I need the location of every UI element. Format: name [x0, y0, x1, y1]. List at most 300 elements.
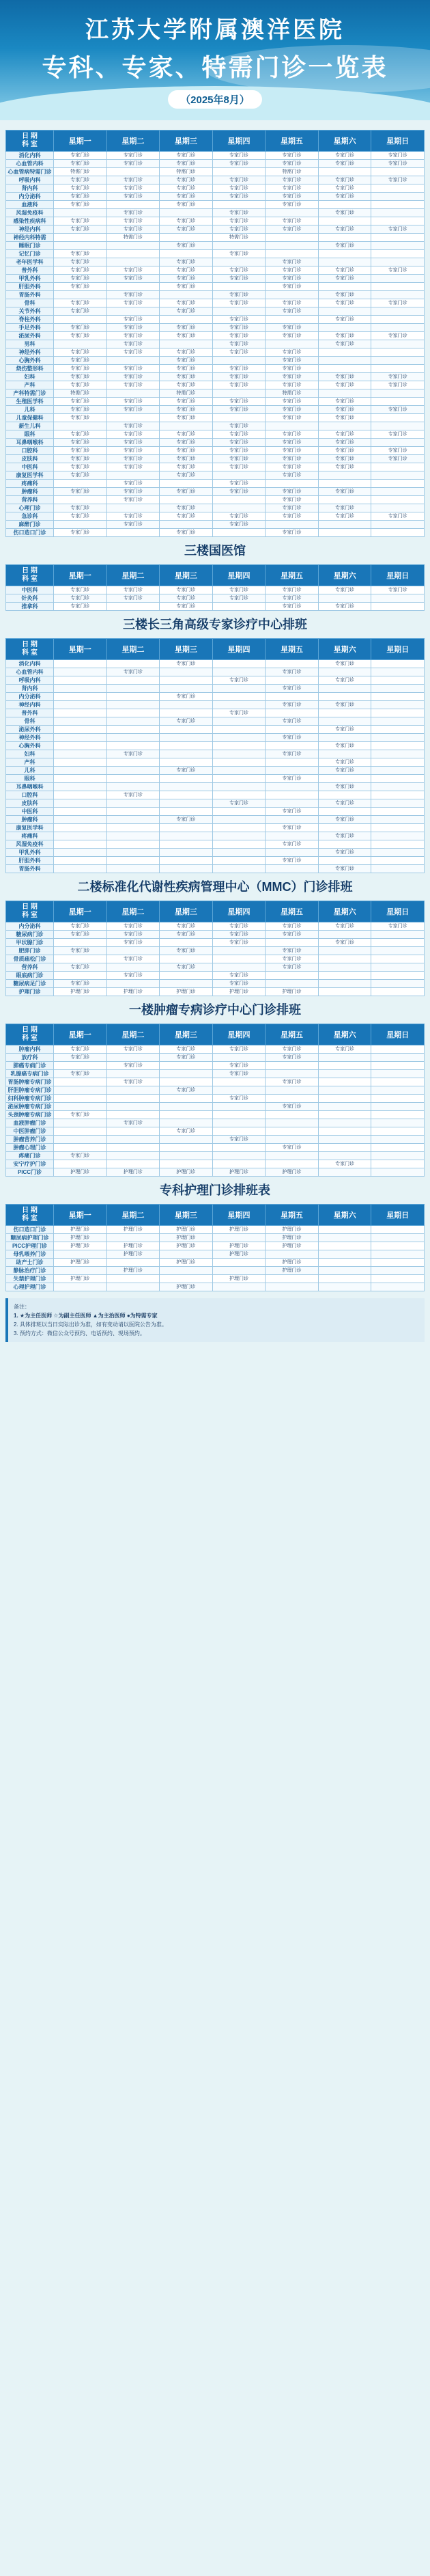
schedule-cell [106, 1103, 160, 1111]
schedule-cell [54, 316, 107, 324]
table-row [6, 1119, 425, 1127]
dept-name: 推拿科 [6, 603, 54, 611]
dept-name: 风湿免疫科 [6, 209, 54, 217]
schedule-cell [212, 701, 266, 709]
schedule-cell: 护理门诊 [266, 1242, 319, 1250]
schedule-table [5, 564, 425, 611]
table-row [6, 1275, 425, 1283]
schedule-cell [371, 603, 425, 611]
schedule-cell: 专家门诊 [318, 676, 371, 685]
weekday-header: 星期二 [106, 901, 160, 922]
schedule-cell [266, 816, 319, 824]
schedule-cell [106, 258, 160, 266]
schedule-cell: 专家门诊 [266, 193, 319, 201]
schedule-cell [160, 1267, 213, 1275]
schedule-cell [371, 931, 425, 939]
dept-name: PICC门诊 [6, 1168, 54, 1177]
schedule-cell [266, 1095, 319, 1103]
dept-name: 儿科 [6, 767, 54, 775]
schedule-cell: 专家门诊 [212, 439, 266, 447]
schedule-cell: 专家门诊 [266, 734, 319, 742]
dept-name: 心理护理门诊 [6, 1283, 54, 1291]
schedule-cell: 特需门诊 [106, 234, 160, 242]
schedule-cell [318, 348, 371, 357]
corner-cell [6, 901, 54, 922]
table-row [6, 357, 425, 365]
schedule-cell [106, 947, 160, 955]
dept-name: 甲乳外科 [6, 849, 54, 857]
schedule-cell: 专家门诊 [266, 808, 319, 816]
schedule-cell: 专家门诊 [160, 529, 213, 537]
schedule-cell: 专家门诊 [160, 193, 213, 201]
schedule-cell [318, 1234, 371, 1242]
schedule-cell [371, 1144, 425, 1152]
schedule-cell: 专家门诊 [212, 430, 266, 439]
schedule-cell [266, 316, 319, 324]
schedule-cell: 专家门诊 [54, 283, 107, 291]
schedule-cell: 专家门诊 [106, 1045, 160, 1054]
schedule-cell: 专家门诊 [106, 922, 160, 931]
schedule-cell [212, 1054, 266, 1062]
schedule-cell [318, 1144, 371, 1152]
schedule-cell [266, 242, 319, 250]
schedule-cell: 专家门诊 [106, 316, 160, 324]
schedule-cell: 专家门诊 [266, 398, 319, 406]
dept-name: 神经内科 [6, 701, 54, 709]
schedule-cell: 专家门诊 [212, 709, 266, 717]
schedule-cell: 专家门诊 [266, 357, 319, 365]
schedule-cell: 专家门诊 [266, 701, 319, 709]
schedule-cell [54, 1103, 107, 1111]
table-header-row [6, 639, 425, 660]
schedule-cell [371, 824, 425, 832]
dept-name: 心血管内科 [6, 668, 54, 676]
schedule-cell [266, 791, 319, 799]
schedule-cell [318, 357, 371, 365]
schedule-cell [160, 316, 213, 324]
schedule-cell [371, 791, 425, 799]
schedule-cell: 专家门诊 [318, 1045, 371, 1054]
schedule-cell [318, 324, 371, 332]
schedule-cell: 专家门诊 [106, 340, 160, 348]
schedule-cell [371, 1267, 425, 1275]
schedule-cell [212, 1267, 266, 1275]
schedule-cell: 专家门诊 [54, 406, 107, 414]
dept-name: 中医肿瘤门诊 [6, 1127, 54, 1136]
dept-name: 新生儿科 [6, 422, 54, 430]
schedule-cell [266, 726, 319, 734]
schedule-cell: 专家门诊 [212, 422, 266, 430]
dept-name: 肿瘤心理门诊 [6, 1144, 54, 1152]
schedule-cell [160, 1136, 213, 1144]
schedule-cell [318, 1152, 371, 1160]
schedule-cell: 专家门诊 [266, 603, 319, 611]
dept-name: 母乳喂养门诊 [6, 1250, 54, 1259]
schedule-cell: 专家门诊 [318, 758, 371, 767]
schedule-cell: 专家门诊 [54, 152, 107, 160]
schedule-cell [160, 709, 213, 717]
schedule-cell: 专家门诊 [266, 348, 319, 357]
schedule-cell: 专家门诊 [212, 332, 266, 340]
dept-name: 消化内科 [6, 152, 54, 160]
schedule-cell: 专家门诊 [160, 947, 213, 955]
schedule-cell [54, 1086, 107, 1095]
schedule-cell: 专家门诊 [160, 1127, 213, 1136]
schedule-cell [160, 1111, 213, 1119]
schedule-cell: 专家门诊 [212, 922, 266, 931]
dept-name: 呼吸内科 [6, 676, 54, 685]
table-row [6, 922, 425, 931]
schedule-cell [371, 324, 425, 332]
dept-name: 急诊科 [6, 512, 54, 521]
schedule-cell: 专家门诊 [160, 767, 213, 775]
schedule-cell: 专家门诊 [266, 750, 319, 758]
dept-name: 胃肠外科 [6, 865, 54, 873]
schedule-cell: 专家门诊 [318, 783, 371, 791]
schedule-cell: 专家门诊 [266, 1144, 319, 1152]
schedule-cell [371, 398, 425, 406]
weekday-header: 星期六 [318, 1205, 371, 1226]
table-row [6, 275, 425, 283]
table-row [6, 422, 425, 430]
schedule-cell [371, 307, 425, 316]
schedule-cell: 专家门诊 [106, 266, 160, 275]
schedule-cell: 护理门诊 [212, 1168, 266, 1177]
schedule-cell [371, 504, 425, 512]
schedule-cell [54, 1144, 107, 1152]
table-header-row [6, 901, 425, 922]
schedule-cell [106, 685, 160, 693]
weekday-header: 星期五 [266, 901, 319, 922]
date-badge: （2025年8月） [168, 90, 262, 109]
schedule-cell: 专家门诊 [266, 471, 319, 480]
dept-name: 血液肿瘤门诊 [6, 1119, 54, 1127]
schedule-cell: 专家门诊 [318, 767, 371, 775]
schedule-cell: 专家门诊 [54, 463, 107, 471]
dept-name: 伤口造口门诊 [6, 1226, 54, 1234]
schedule-cell: 专家门诊 [318, 439, 371, 447]
schedule-cell [106, 201, 160, 209]
schedule-cell [371, 660, 425, 668]
schedule-cell [160, 480, 213, 488]
dept-name: 内分泌科 [6, 193, 54, 201]
table-row [6, 963, 425, 972]
schedule-cell: 专家门诊 [266, 160, 319, 168]
schedule-cell: 专家门诊 [54, 357, 107, 365]
schedule-cell: 专家门诊 [371, 160, 425, 168]
schedule-cell: 专家门诊 [266, 365, 319, 373]
schedule-cell [266, 849, 319, 857]
dept-name: 糖尿病护理门诊 [6, 1234, 54, 1242]
schedule-cell [371, 348, 425, 357]
weekday-header: 星期二 [106, 565, 160, 586]
table-row [6, 324, 425, 332]
dept-name: 疼痛科 [6, 480, 54, 488]
schedule-cell: 专家门诊 [318, 398, 371, 406]
schedule-cell: 专家门诊 [318, 701, 371, 709]
corner-date-label: 日 期 [22, 641, 38, 648]
schedule-cell [371, 1259, 425, 1267]
schedule-cell [106, 734, 160, 742]
schedule-cell [160, 775, 213, 783]
weekday-header: 星期二 [106, 1205, 160, 1226]
dept-name: 产科特需门诊 [6, 389, 54, 398]
schedule-cell: 专家门诊 [160, 307, 213, 316]
schedule-cell: 专家门诊 [106, 955, 160, 963]
schedule-cell: 专家门诊 [266, 857, 319, 865]
section-title: 一楼肿瘤专病诊疗中心门诊排班 [129, 1003, 301, 1017]
table-row [6, 939, 425, 947]
schedule-cell: 专家门诊 [160, 430, 213, 439]
table-row [6, 701, 425, 709]
schedule-cell: 专家门诊 [318, 455, 371, 463]
schedule-cell [266, 758, 319, 767]
schedule-cell [212, 1259, 266, 1267]
schedule-cell: 专家门诊 [266, 496, 319, 504]
weekday-header: 星期一 [54, 1024, 107, 1045]
schedule-cell [54, 783, 107, 791]
schedule-cell [212, 668, 266, 676]
schedule-cell [160, 865, 213, 873]
schedule-cell: 专家门诊 [371, 266, 425, 275]
table-row [6, 176, 425, 184]
table-row [6, 816, 425, 824]
dept-name: 心胸外科 [6, 742, 54, 750]
schedule-cell [318, 422, 371, 430]
schedule-cell [54, 849, 107, 857]
table-row [6, 791, 425, 799]
schedule-cell: 专家门诊 [212, 225, 266, 234]
schedule-cell: 专家门诊 [266, 307, 319, 316]
schedule-cell [318, 988, 371, 996]
weekday-header: 星期四 [212, 1205, 266, 1226]
schedule-cell: 专家门诊 [160, 463, 213, 471]
schedule-cell [266, 1152, 319, 1160]
schedule-cell [318, 1226, 371, 1234]
schedule-cell [54, 775, 107, 783]
schedule-cell [318, 857, 371, 865]
schedule-cell [266, 1062, 319, 1070]
schedule-cell [371, 775, 425, 783]
schedule-cell [371, 193, 425, 201]
table-row [6, 1242, 425, 1250]
schedule-cell: 专家门诊 [266, 1078, 319, 1086]
schedule-cell [54, 832, 107, 840]
schedule-cell [266, 340, 319, 348]
dept-name: 骨科 [6, 299, 54, 307]
table-row [6, 529, 425, 537]
schedule-cell: 专家门诊 [266, 1045, 319, 1054]
weekday-header: 星期六 [318, 1024, 371, 1045]
schedule-cell [54, 1267, 107, 1275]
schedule-cell [371, 422, 425, 430]
dept-name: 神经外科 [6, 348, 54, 357]
table-row [6, 348, 425, 357]
schedule-cell [54, 857, 107, 865]
schedule-cell: 专家门诊 [160, 1086, 213, 1095]
schedule-cell: 专家门诊 [160, 1054, 213, 1062]
schedule-cell [106, 1275, 160, 1283]
table-row [6, 832, 425, 840]
schedule-cell [212, 1234, 266, 1242]
schedule-cell: 专家门诊 [266, 668, 319, 676]
schedule-cell: 专家门诊 [318, 799, 371, 808]
schedule-cell: 专家门诊 [54, 1045, 107, 1054]
schedule-cell [266, 676, 319, 685]
schedule-cell [318, 1168, 371, 1177]
table-row [6, 824, 425, 832]
schedule-cell [371, 471, 425, 480]
schedule-cell [266, 939, 319, 947]
dept-name: 内分泌科 [6, 693, 54, 701]
schedule-cell: 专家门诊 [266, 439, 319, 447]
schedule-cell [106, 676, 160, 685]
schedule-cell [54, 693, 107, 701]
schedule-cell [54, 717, 107, 726]
schedule-cell [212, 283, 266, 291]
schedule-cell: 护理门诊 [106, 988, 160, 996]
dept-name: 助产士门诊 [6, 1259, 54, 1267]
table-header-row [6, 565, 425, 586]
schedule-cell: 专家门诊 [318, 1160, 371, 1168]
schedule-cell [160, 808, 213, 816]
schedule-cell [371, 283, 425, 291]
table-row [6, 685, 425, 693]
schedule-cell: 专家门诊 [160, 455, 213, 463]
schedule-cell: 专家门诊 [160, 201, 213, 209]
schedule-cell: 专家门诊 [54, 258, 107, 266]
schedule-cell: 专家门诊 [160, 365, 213, 373]
schedule-cell [318, 1127, 371, 1136]
table-row [6, 586, 425, 594]
schedule-cell: 专家门诊 [371, 922, 425, 931]
dept-name: 血液科 [6, 201, 54, 209]
schedule-cell [212, 865, 266, 873]
schedule-cell: 专家门诊 [160, 693, 213, 701]
schedule-cell: 特需门诊 [160, 389, 213, 398]
schedule-cell: 专家门诊 [266, 430, 319, 439]
schedule-cell: 专家门诊 [54, 963, 107, 972]
schedule-cell [266, 799, 319, 808]
schedule-cell [106, 1283, 160, 1291]
dept-name: 记忆门诊 [6, 250, 54, 258]
table-row [6, 398, 425, 406]
schedule-cell [106, 980, 160, 988]
schedule-cell [160, 340, 213, 348]
schedule-cell: 专家门诊 [160, 594, 213, 603]
schedule-cell [160, 1250, 213, 1259]
schedule-cell: 专家门诊 [54, 430, 107, 439]
schedule-cell [160, 980, 213, 988]
schedule-cell [371, 849, 425, 857]
schedule-cell: 专家门诊 [54, 414, 107, 422]
schedule-cell [160, 422, 213, 430]
schedule-cell: 专家门诊 [212, 980, 266, 988]
schedule-cell [371, 742, 425, 750]
schedule-cell [371, 168, 425, 176]
schedule-cell [212, 750, 266, 758]
dept-name: 耳鼻咽喉科 [6, 783, 54, 791]
schedule-cell [318, 955, 371, 963]
dept-name: 肺癌专病门诊 [6, 1062, 54, 1070]
schedule-cell [160, 1160, 213, 1168]
footnote-legend: 1. ★为主任医师 ☆为副主任医师 ▲为主治医师 ●为特需专家 [14, 1313, 158, 1319]
dept-name: 中医科 [6, 463, 54, 471]
schedule-cell: 专家门诊 [160, 717, 213, 726]
dept-name: PICC护理门诊 [6, 1242, 54, 1250]
schedule-cell [106, 742, 160, 750]
table-row [6, 808, 425, 816]
schedule-cell [160, 939, 213, 947]
schedule-cell [160, 832, 213, 840]
dept-name: 口腔科 [6, 447, 54, 455]
schedule-cell [212, 767, 266, 775]
table-row [6, 594, 425, 603]
schedule-cell [54, 1078, 107, 1086]
dept-name: 心血管内科 [6, 160, 54, 168]
corner-dept-label: 科 室 [22, 912, 38, 919]
dept-name: 皮肤科 [6, 799, 54, 808]
schedule-cell [371, 1242, 425, 1250]
schedule-cell [371, 947, 425, 955]
dept-name: 营养科 [6, 496, 54, 504]
schedule-cell [318, 947, 371, 955]
schedule-cell [106, 1234, 160, 1242]
schedule-cell [266, 980, 319, 988]
dept-name: 中医科 [6, 808, 54, 816]
schedule-cell: 专家门诊 [266, 406, 319, 414]
weekday-header: 星期日 [371, 901, 425, 922]
schedule-cell: 专家门诊 [266, 512, 319, 521]
schedule-section [5, 611, 425, 873]
footnote-line-2: 2. 具体排班以当日实际出诊为准，如有变动请以医院公告为准。 [14, 1321, 167, 1328]
schedule-cell: 专家门诊 [160, 504, 213, 512]
schedule-cell [371, 217, 425, 225]
schedule-cell [54, 750, 107, 758]
dept-name: 内分泌科 [6, 922, 54, 931]
schedule-cell [371, 488, 425, 496]
schedule-cell: 专家门诊 [212, 209, 266, 217]
schedule-cell [318, 471, 371, 480]
schedule-cell: 专家门诊 [106, 184, 160, 193]
schedule-cell: 专家门诊 [212, 455, 266, 463]
schedule-cell: 专家门诊 [212, 373, 266, 381]
table-row [6, 234, 425, 242]
schedule-cell: 专家门诊 [371, 430, 425, 439]
schedule-cell [371, 726, 425, 734]
schedule-cell [106, 758, 160, 767]
schedule-cell: 特需门诊 [54, 168, 107, 176]
schedule-cell [106, 1070, 160, 1078]
schedule-cell [106, 471, 160, 480]
schedule-cell: 专家门诊 [212, 447, 266, 455]
schedule-cell: 专家门诊 [54, 160, 107, 168]
schedule-cell: 专家门诊 [318, 939, 371, 947]
dept-name: 皮肤科 [6, 455, 54, 463]
schedule-cell: 专家门诊 [54, 603, 107, 611]
weekday-header: 星期四 [212, 565, 266, 586]
schedule-cell: 专家门诊 [54, 947, 107, 955]
table-row [6, 1152, 425, 1160]
table-row [6, 488, 425, 496]
corner-date-label: 日 期 [22, 1026, 38, 1034]
schedule-cell: 专家门诊 [106, 381, 160, 389]
schedule-cell [371, 439, 425, 447]
header-banner [0, 0, 430, 120]
schedule-cell: 专家门诊 [160, 225, 213, 234]
schedule-cell [106, 168, 160, 176]
schedule-cell [318, 1086, 371, 1095]
